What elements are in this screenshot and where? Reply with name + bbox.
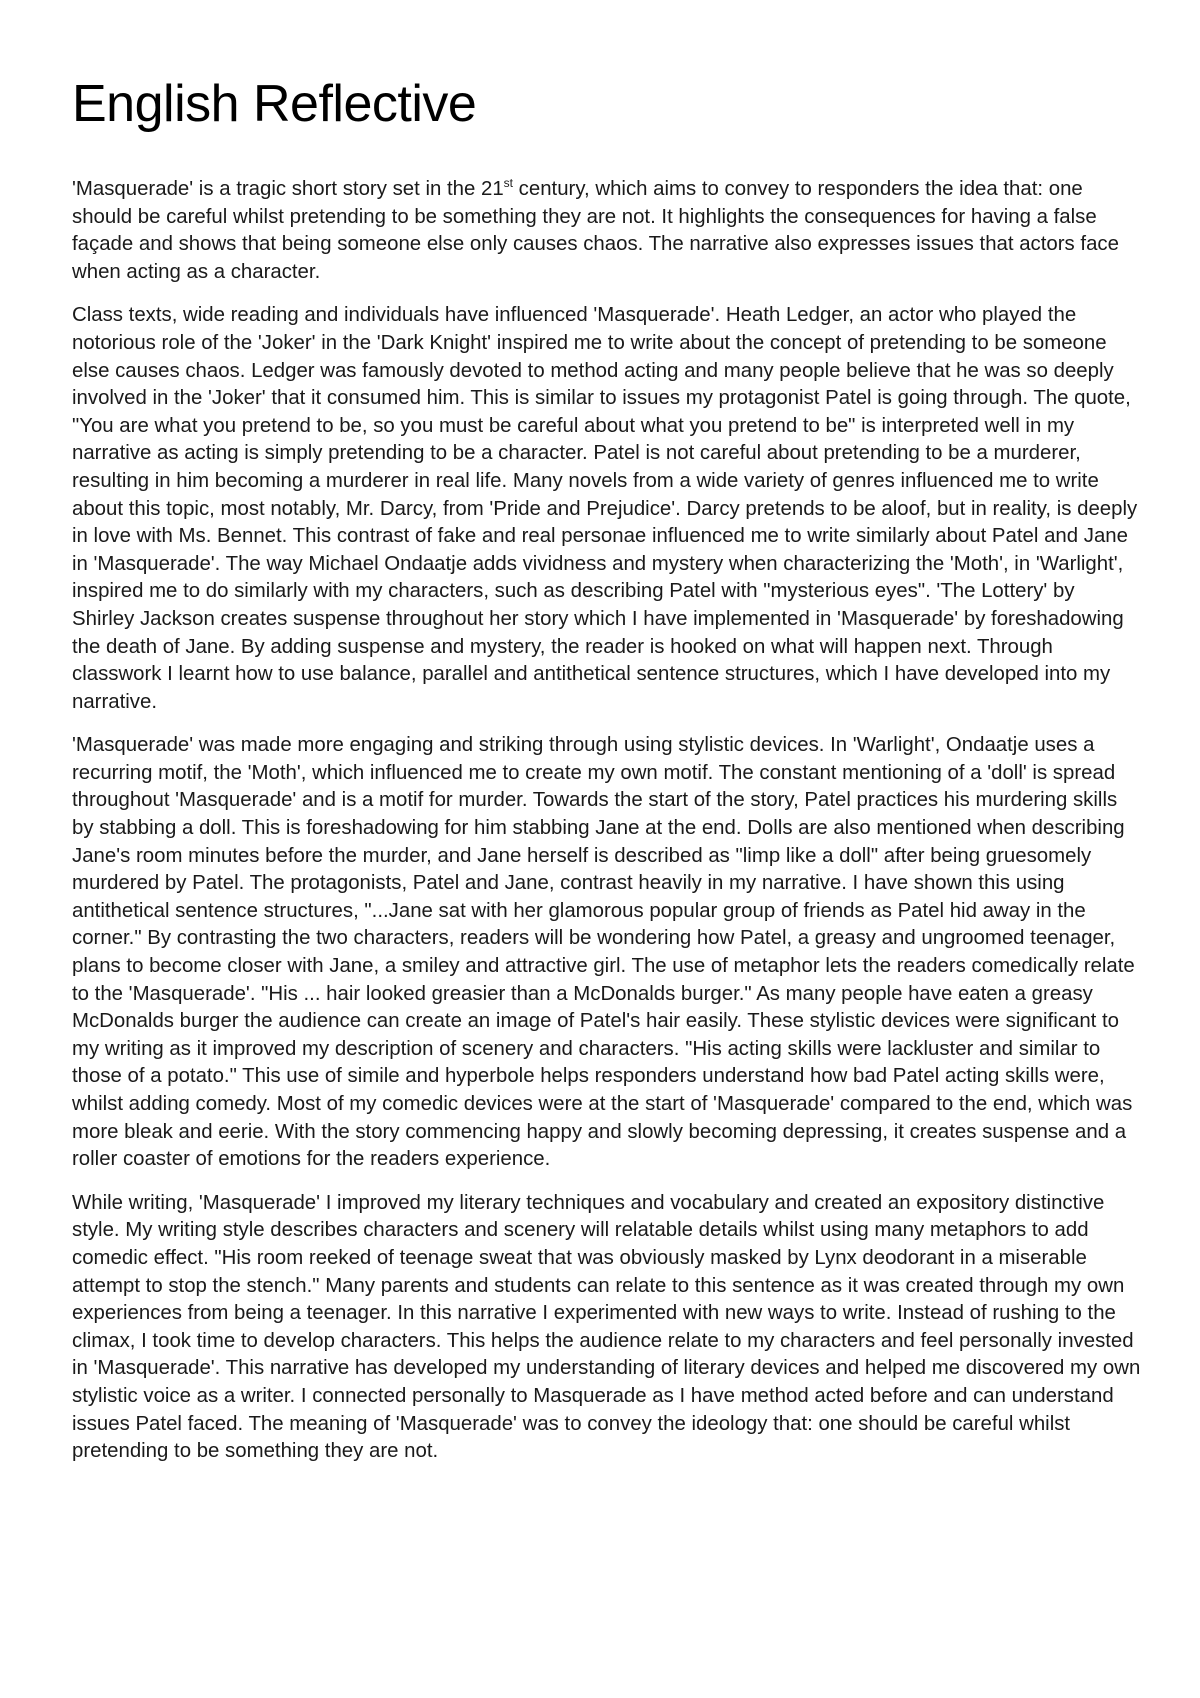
paragraph-1-text-start: 'Masquerade' is a tragic short story set in the 21 bbox=[72, 178, 504, 200]
paragraph-3: 'Masquerade' was made more engaging and striking through using stylistic devices. In 'Warlight', Ondaatje uses a recurring motif, the 'Moth', which influenced me to create my own motif. The constant mentioning of a 'doll' is spread throughout 'Masquerade' and is a motif for murder. Towards the start of the story, Patel practices his murdering skills by stabbing a doll. This is foreshadowing for him stabbing Jane at the end. Dolls are also mentioned when describing Jane's room minutes before the murder, and Jane herself is described as "limp like a doll" after being gruesomely murdered by Patel. The protagonists, Patel and Jane, contrast heavily in my narrative. I have shown this using antithetical sentence structures, "...Jane sat with her glamorous popular group of friends as Patel hid away in the corner." By contrasting the two characters, readers will be wondering how Patel, a greasy and ungroomed teenager, plans to become closer with Jane, a smiley and attractive girl. The use of metaphor lets the readers comedically relate to the 'Masquerade'. "His ... hair looked greasier than a McDonalds burger." As many people have eaten a greasy McDonalds burger the audience can create an image of Patel's hair easily. These stylistic devices were significant to my writing as it improved my description of scenery and characters. "His acting skills were lackluster and similar to those of a potato." This use of simile and hyperbole helps responders understand how bad Patel acting skills were, whilst adding comedy. Most of my comedic devices were at the start of 'Masquerade' compared to the end, which was more bleak and eerie. With the story commencing happy and slowly becoming depressing, it creates suspense and a roller coaster of emotions for the readers experience. bbox=[72, 734, 1135, 1171]
paragraph-4: While writing, 'Masquerade' I improved my literary techniques and vocabulary and created an expository distinctive style. My writing style describes characters and scenery will relatable details whilst using many metaphors to add comedic effect. "His room reeked of teenage sweat that was obviously masked by Lynx deodorant in a miserable attempt to stop the stench." Many parents and students can relate to this sentence as it was created through my own experiences from being a teenager. In this narrative I experimented with new ways to write. Instead of rushing to the climax, I took time to develop characters. This helps the audience relate to my characters and feel personally invested in 'Masquerade'. This narrative has developed my understanding of literary devices and helped me discovered my own stylistic voice as a writer. I connected personally to Masquerade as I have method acted before and can understand issues Patel faced. The meaning of 'Masquerade' was to convey the ideology that: one should be careful whilst pretending to be something they are not. bbox=[72, 1191, 1141, 1463]
paragraph-1-text-end: century, which aims to convey to responders the idea that: one should be careful whilst pretending to be something they are not. It highlights the consequences for having a false façade and shows that being someone else only causes chaos. The narrative also expresses issues that actors face when acting as a character. bbox=[72, 178, 1119, 283]
paragraph-2: Class texts, wide reading and individuals have influenced 'Masquerade'. Heath Ledger, an actor who played the notorious role of the 'Joker' in the 'Dark Knight' inspired me to write about the concept of pretending to be someone else causes chaos. Ledger was famously devoted to method acting and many people believe that he was so deeply involved in the 'Joker' that it consumed him. This is similar to issues my protagonist Patel is going through. The quote, "You are what you pretend to be, so you must be careful about what you pretend to be" is interpreted well in my narrative as acting is simply pretending to be a character. Patel is not careful about pretending to be a murderer, resulting in him becoming a murderer in real life. Many novels from a wide variety of genres influenced me to write about this topic, most notably, Mr. Darcy, from 'Pride and Prejudice'. Darcy pretends to be aloof, but in reality, is deeply in love with Ms. Bennet. This contrast of fake and real personae influenced me to write similarly about Patel and Jane in 'Masquerade'. The way Michael Ondaatje adds vividness and mystery when characterizing the 'Moth', in 'Warlight', inspired me to do similarly with my characters, such as describing Patel with "mysterious eyes". 'The Lottery' by Shirley Jackson creates suspense throughout her story which I have implemented in 'Masquerade' by foreshadowing the death of Jane. By adding suspense and mystery, the reader is hooked on what will happen next. Through classwork I learnt how to use balance, parallel and antithetical sentence structures, which I have developed into my narrative. bbox=[72, 304, 1138, 713]
document-page bbox=[72, 70, 1142, 1482]
paragraph-1 bbox=[72, 176, 1142, 286]
ordinal-suffix: st bbox=[503, 176, 514, 191]
document-title: English Reflective bbox=[72, 75, 477, 133]
